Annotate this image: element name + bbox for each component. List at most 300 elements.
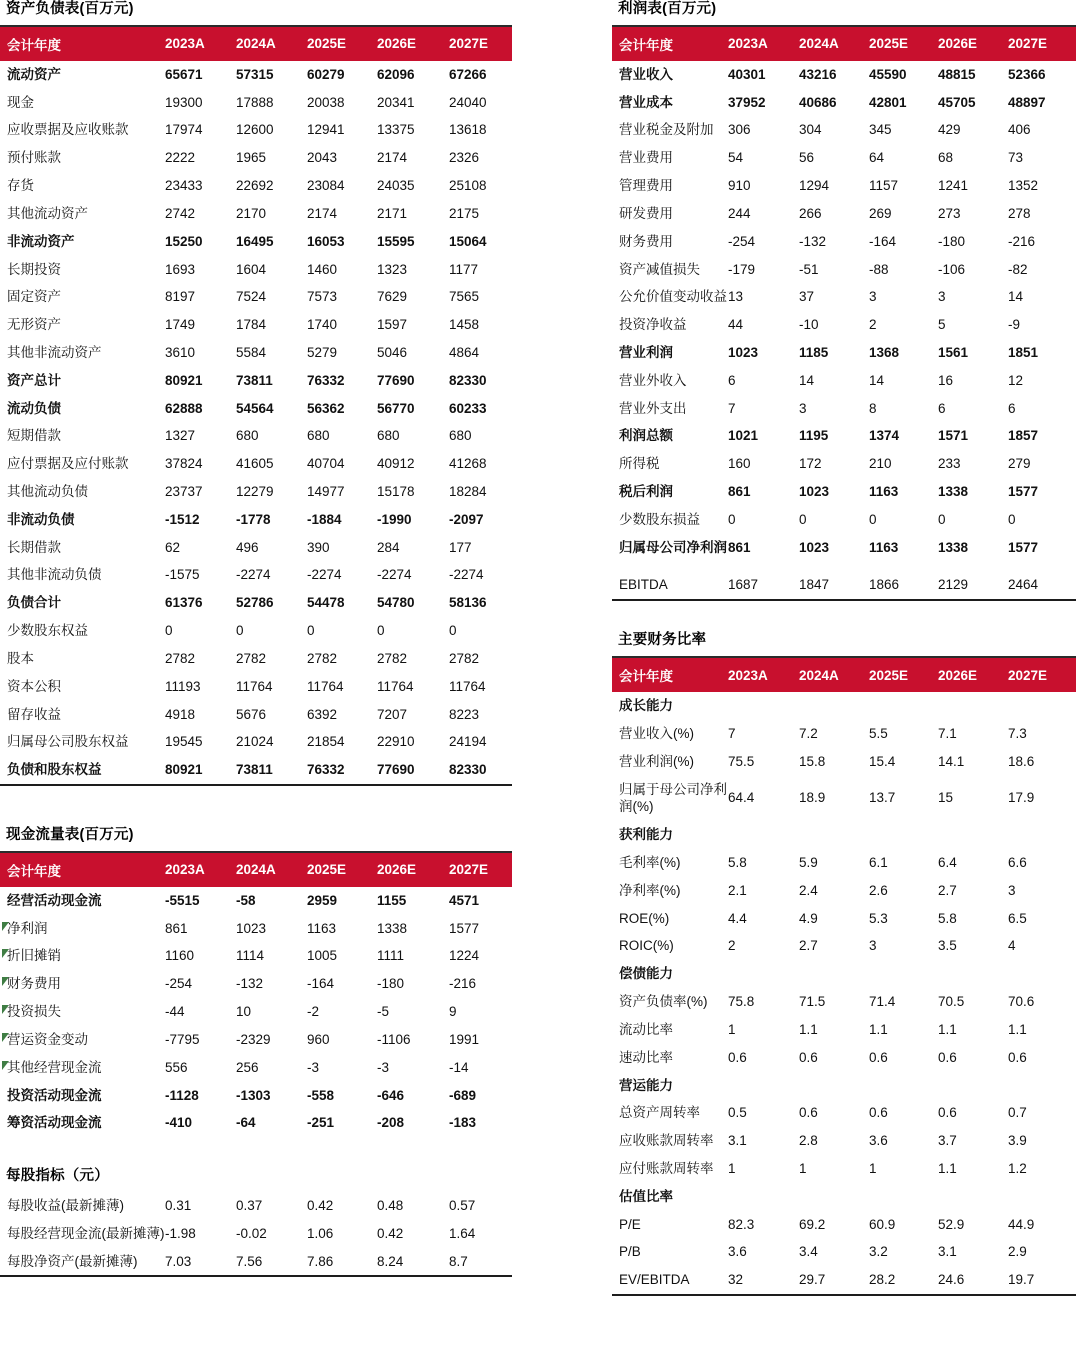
row-value: 429 (938, 122, 961, 138)
row-value: 1 (728, 1160, 736, 1176)
table-row (612, 283, 1076, 311)
row-value: 3 (938, 289, 946, 305)
row-value (728, 1072, 799, 1100)
table-row (612, 720, 1076, 748)
row-value: 13375 (377, 122, 415, 138)
row-value: 1023 (236, 920, 267, 936)
row-value: 1177 (449, 261, 479, 277)
per-share-block (0, 1167, 530, 1277)
row-value (799, 1072, 869, 1100)
table-row (612, 1266, 1076, 1294)
row-label: 其他流动负债 (7, 484, 88, 500)
row-value: 6.6 (1008, 855, 1027, 870)
header-cell-2023a: 2023A (728, 26, 799, 61)
row-label: 获利能力 (619, 827, 673, 843)
row-value: 37952 (728, 94, 766, 110)
table-row (0, 367, 512, 395)
row-label (612, 561, 728, 571)
row-value: 861 (728, 484, 751, 500)
row-value: 10 (236, 1004, 252, 1020)
table-row (0, 422, 512, 450)
row-value: 16495 (236, 233, 274, 249)
row-label: 现金 (7, 94, 34, 110)
row-value: 6 (938, 400, 946, 416)
row-value: 1163 (307, 920, 337, 936)
table-row (612, 877, 1076, 905)
row-value: 1.1 (799, 1021, 818, 1037)
row-value: 0 (728, 511, 736, 527)
row-value: -689 (449, 1087, 477, 1103)
row-value: -9 (1008, 317, 1021, 333)
row-value (799, 1183, 869, 1211)
per-share-body (0, 1192, 512, 1275)
row-value: -2274 (307, 567, 342, 583)
row-label: 财务费用 (619, 233, 673, 249)
table-header-row (612, 26, 1076, 61)
row-value: 32 (728, 1272, 744, 1288)
row-value: 1460 (307, 261, 338, 277)
header-cell-2026e: 2026E (938, 26, 1008, 61)
per-share-bottom-rule (0, 1275, 512, 1277)
table-row (0, 339, 512, 367)
row-value: 1023 (799, 539, 830, 555)
row-value: 6 (728, 372, 736, 388)
row-value (869, 960, 938, 988)
table-row (612, 478, 1076, 506)
row-value: 56770 (377, 400, 415, 416)
row-value: 14.1 (938, 753, 965, 769)
row-value (1008, 1183, 1076, 1211)
table-row (612, 692, 1076, 720)
comment-flag-icon (2, 977, 9, 986)
table-row (612, 988, 1076, 1016)
row-value: 11764 (449, 678, 486, 694)
row-value: 1111 (377, 948, 405, 964)
header-cell-period: 会计年度 (0, 26, 165, 61)
row-value: 60.9 (869, 1216, 896, 1232)
row-value: 11764 (377, 678, 414, 694)
table-row (612, 395, 1076, 423)
row-value: 1.1 (938, 1160, 957, 1176)
table-row (612, 256, 1076, 284)
row-value: 58136 (449, 595, 487, 611)
row-value: 82330 (449, 372, 487, 388)
row-value: 56 (799, 150, 815, 166)
row-label: 应付票据及应付账款 (7, 456, 129, 472)
row-value: 24194 (449, 734, 487, 750)
header-cell-2027e: 2027E (449, 852, 512, 887)
row-value (728, 821, 799, 849)
ratios-block (612, 631, 1080, 1296)
row-value: 7.56 (236, 1253, 263, 1269)
row-value: 0 (869, 511, 877, 527)
row-value (1008, 692, 1076, 720)
row-value: -2329 (236, 1031, 271, 1047)
row-value: -132 (799, 233, 827, 249)
row-value: 65671 (165, 66, 203, 82)
row-value: -1106 (377, 1031, 411, 1047)
row-label: 股本 (7, 650, 34, 666)
table-row (612, 89, 1076, 117)
row-label: 流动比率 (619, 1021, 673, 1037)
row-value: 7.03 (165, 1253, 192, 1269)
row-value: 73811 (236, 372, 273, 388)
row-value: 19545 (165, 734, 203, 750)
row-value: 2.6 (869, 882, 888, 898)
row-value: -2274 (377, 567, 412, 583)
table-row (612, 1016, 1076, 1044)
row-value: 3.1 (938, 1244, 957, 1260)
row-value: -558 (307, 1087, 335, 1103)
row-value: 1338 (938, 484, 969, 500)
table-row (612, 1211, 1076, 1239)
row-value: 2043 (307, 150, 338, 166)
comment-flag-icon (2, 949, 9, 958)
row-label: 长期投资 (7, 261, 61, 277)
table-header-row (0, 26, 512, 61)
ratios-table (612, 656, 1076, 1294)
row-value: 1023 (728, 344, 759, 360)
row-value: 15.4 (869, 753, 896, 769)
row-label: 偿债能力 (619, 966, 673, 982)
row-value: 5.5 (869, 725, 888, 741)
table-row (0, 228, 512, 256)
row-value: 8.7 (449, 1253, 468, 1269)
comment-flag-icon (2, 922, 9, 931)
table-row (612, 422, 1076, 450)
table-row (0, 728, 512, 756)
table-row (0, 172, 512, 200)
row-value: 4.4 (728, 910, 747, 926)
row-value: 6 (1008, 400, 1016, 416)
row-value: 60233 (449, 400, 487, 416)
row-value: 1.2 (1008, 1160, 1027, 1176)
row-value: 40704 (307, 456, 345, 472)
table-row (612, 534, 1076, 562)
row-value: 284 (377, 539, 400, 555)
row-value: 24035 (377, 178, 415, 194)
row-value: 52366 (1008, 66, 1046, 82)
row-value: 14 (799, 372, 815, 388)
row-value: 306 (728, 122, 751, 138)
row-value: 3610 (165, 344, 196, 360)
row-label: 负债和股东权益 (7, 762, 102, 778)
row-value (799, 821, 869, 849)
row-value (938, 561, 1008, 571)
row-label: 速动比率 (619, 1049, 673, 1065)
row-value: 1021 (728, 428, 759, 444)
income-statement-table (612, 25, 1076, 599)
row-value: 1163 (869, 539, 899, 555)
row-value: 1157 (869, 178, 899, 194)
row-value: 8197 (165, 289, 196, 305)
balance-sheet-body (0, 61, 512, 784)
table-row (612, 339, 1076, 367)
row-value: 41268 (449, 456, 487, 472)
table-row (0, 89, 512, 117)
row-value: -1990 (377, 511, 412, 527)
table-row (0, 915, 512, 943)
row-label: 公允价值变动收益 (619, 289, 727, 305)
row-value: 2.8 (799, 1133, 818, 1149)
header-cell-2025e: 2025E (869, 657, 938, 692)
table-row (612, 61, 1076, 89)
row-value: 1866 (869, 577, 900, 593)
row-value: 496 (236, 539, 259, 555)
row-label: 每股收益(最新摊薄) (7, 1197, 124, 1213)
header-cell-period: 会计年度 (0, 852, 165, 887)
row-label: 投资活动现金流 (7, 1087, 102, 1103)
row-value: 25108 (449, 178, 487, 194)
row-value: 1155 (377, 892, 407, 908)
table-row (0, 311, 512, 339)
row-value: 45590 (869, 66, 907, 82)
row-value: 1368 (869, 344, 900, 360)
table-row (612, 1183, 1076, 1211)
row-value: 19.7 (1008, 1272, 1035, 1288)
row-value: 269 (869, 205, 892, 221)
cash-flow-table (0, 851, 512, 1137)
table-row (612, 506, 1076, 534)
row-value: 1857 (1008, 428, 1039, 444)
table-row (612, 450, 1076, 478)
row-value: 1327 (165, 428, 196, 444)
row-value (728, 692, 799, 720)
table-row (612, 561, 1076, 571)
row-value: 0.6 (938, 1049, 957, 1065)
row-value: 24040 (449, 94, 487, 110)
row-value: 1577 (1008, 539, 1039, 555)
row-value: 7565 (449, 289, 480, 305)
per-share-title: 每股指标（元） (6, 1168, 109, 1185)
table-row (612, 116, 1076, 144)
row-label: 长期借款 (7, 539, 61, 555)
row-value: 17888 (236, 94, 274, 110)
table-row (612, 905, 1076, 933)
row-value: -1884 (307, 511, 342, 527)
table-row (0, 478, 512, 506)
row-value: 4 (1008, 938, 1016, 954)
row-value: 44.9 (1008, 1216, 1035, 1232)
row-value: 0.42 (377, 1225, 404, 1241)
table-row (0, 256, 512, 284)
row-value: 2782 (307, 650, 338, 666)
row-value: 62096 (377, 66, 415, 82)
row-value: 1005 (307, 948, 338, 964)
row-label: 流动负债 (7, 400, 61, 416)
row-label: 归属母公司净利润 (619, 539, 727, 555)
row-value: -179 (728, 261, 756, 277)
row-value: 17974 (165, 122, 203, 138)
row-value: 0 (449, 623, 457, 639)
row-label: 估值比率 (619, 1188, 673, 1204)
row-value: 0 (938, 511, 946, 527)
row-value: -164 (307, 976, 335, 992)
header-cell-2024a: 2024A (799, 26, 869, 61)
ratios-bottom-rule (612, 1294, 1076, 1296)
header-cell-2023a: 2023A (728, 657, 799, 692)
row-value: 1195 (799, 428, 829, 444)
header-cell-2024a: 2024A (799, 657, 869, 692)
header-cell-2026e: 2026E (938, 657, 1008, 692)
row-value: -82 (1008, 261, 1028, 277)
table-row (0, 645, 512, 673)
row-value: 680 (449, 428, 472, 444)
comment-flag-icon (2, 1005, 9, 1014)
row-value: 2782 (377, 650, 408, 666)
row-value: -164 (869, 233, 897, 249)
row-value: 8223 (449, 706, 480, 722)
row-value: 556 (165, 1059, 188, 1075)
row-value: 64.4 (728, 790, 755, 806)
row-value: 5.9 (799, 855, 818, 870)
row-value: 77690 (377, 372, 415, 388)
row-value: -3 (377, 1059, 390, 1075)
row-label: 其他非流动负债 (7, 567, 102, 583)
row-value: 345 (869, 122, 892, 138)
table-row (0, 144, 512, 172)
row-value (799, 692, 869, 720)
row-value: 3.4 (799, 1244, 818, 1260)
row-value: -180 (377, 976, 405, 992)
row-value: 3.6 (869, 1133, 888, 1149)
row-value: 71.4 (869, 994, 896, 1010)
row-value (1008, 821, 1076, 849)
row-value: -2274 (236, 567, 271, 583)
row-value: 2782 (236, 650, 267, 666)
row-value: -106 (938, 261, 966, 277)
row-value: 2326 (449, 150, 480, 166)
row-label: 营业成本 (619, 94, 673, 110)
row-value: 1.64 (449, 1225, 476, 1241)
row-value: 0.31 (165, 1197, 192, 1213)
row-value: 9 (449, 1004, 457, 1020)
row-value: 266 (799, 205, 822, 221)
row-value: 7573 (307, 289, 338, 305)
row-value: -1.98 (165, 1225, 196, 1241)
row-label: 营业费用 (619, 150, 673, 166)
row-value: -58 (236, 892, 256, 908)
table-row (612, 1155, 1076, 1183)
ratios-title: 主要财务比率 (618, 632, 707, 649)
table-row (612, 571, 1076, 599)
row-label: 其他经营现金流 (0, 1054, 165, 1082)
row-label: 每股净资产(最新摊薄) (7, 1253, 138, 1269)
row-value: 1847 (799, 577, 830, 593)
row-value: 45705 (938, 94, 976, 110)
row-value: 1338 (377, 920, 408, 936)
row-value: 2.7 (799, 938, 818, 954)
row-value: 4864 (449, 344, 480, 360)
row-value: 2.4 (799, 882, 818, 898)
row-value: 80921 (165, 372, 203, 388)
row-value: -216 (449, 976, 477, 992)
row-value: 15595 (377, 233, 415, 249)
row-value: 15250 (165, 233, 203, 249)
table-row (0, 1248, 512, 1276)
row-value: -44 (165, 1004, 185, 1020)
table-row (612, 311, 1076, 339)
row-value: 1160 (165, 948, 195, 964)
row-value: 7 (728, 725, 736, 741)
table-row (0, 589, 512, 617)
row-value: 3.9 (1008, 1133, 1027, 1149)
row-value (869, 1072, 938, 1100)
row-value: 70.5 (938, 994, 965, 1010)
row-value: 278 (1008, 205, 1031, 221)
row-value: 5.8 (938, 910, 957, 926)
header-cell-2024a: 2024A (236, 852, 307, 887)
row-value (869, 821, 938, 849)
row-value: 0 (236, 623, 244, 639)
row-value: 2.7 (938, 882, 957, 898)
row-value: 0.6 (728, 1049, 747, 1065)
row-value: 11193 (165, 678, 201, 694)
header-cell-2027e: 2027E (1008, 26, 1076, 61)
row-value: 6.5 (1008, 910, 1027, 926)
row-value: 3 (869, 289, 877, 305)
row-value: 0.48 (377, 1197, 404, 1213)
header-cell-2024a: 2024A (236, 26, 307, 61)
row-value: 73811 (236, 762, 273, 778)
table-row (612, 1044, 1076, 1072)
row-value: 71.5 (799, 994, 826, 1010)
row-value (1008, 960, 1076, 988)
table-row (612, 1099, 1076, 1127)
row-value: 1.06 (307, 1225, 334, 1241)
row-label: 经营活动现金流 (7, 892, 102, 908)
row-value: 7207 (377, 706, 408, 722)
row-value: 2222 (165, 150, 196, 166)
row-label: 利润总额 (619, 428, 673, 444)
row-value: 24.6 (938, 1272, 965, 1288)
row-value: 2742 (165, 205, 196, 221)
row-value: -208 (377, 1115, 405, 1131)
row-value: -2274 (449, 567, 484, 583)
row-value: 0 (799, 511, 807, 527)
row-value: 16 (938, 372, 954, 388)
row-value: 14977 (307, 484, 345, 500)
row-value: 44 (728, 317, 744, 333)
row-label: 营业税金及附加 (619, 122, 714, 138)
header-cell-2025e: 2025E (869, 26, 938, 61)
row-value: 910 (728, 178, 751, 194)
row-value: -10 (799, 317, 819, 333)
row-value: 37824 (165, 456, 203, 472)
row-value: 0.6 (938, 1105, 957, 1121)
row-label: 总资产周转率 (619, 1105, 700, 1121)
row-label: 成长能力 (619, 698, 673, 714)
table-row (0, 1054, 512, 1082)
row-value: 3 (1008, 882, 1016, 898)
row-value: 64 (869, 150, 885, 166)
row-value: 82.3 (728, 1216, 755, 1232)
row-value: 15 (938, 790, 954, 806)
row-label: 净利润 (0, 915, 165, 943)
row-value: -646 (377, 1087, 405, 1103)
table-header-row (612, 657, 1076, 692)
row-value: 13618 (449, 122, 487, 138)
row-value: 4918 (165, 706, 196, 722)
table-row (612, 200, 1076, 228)
row-label: P/E (619, 1216, 641, 1232)
table-row (0, 1192, 512, 1220)
table-row (0, 756, 512, 784)
table-row (0, 61, 512, 89)
row-label: 所得税 (619, 456, 660, 472)
table-row (612, 1238, 1076, 1266)
row-value: 177 (449, 539, 472, 555)
